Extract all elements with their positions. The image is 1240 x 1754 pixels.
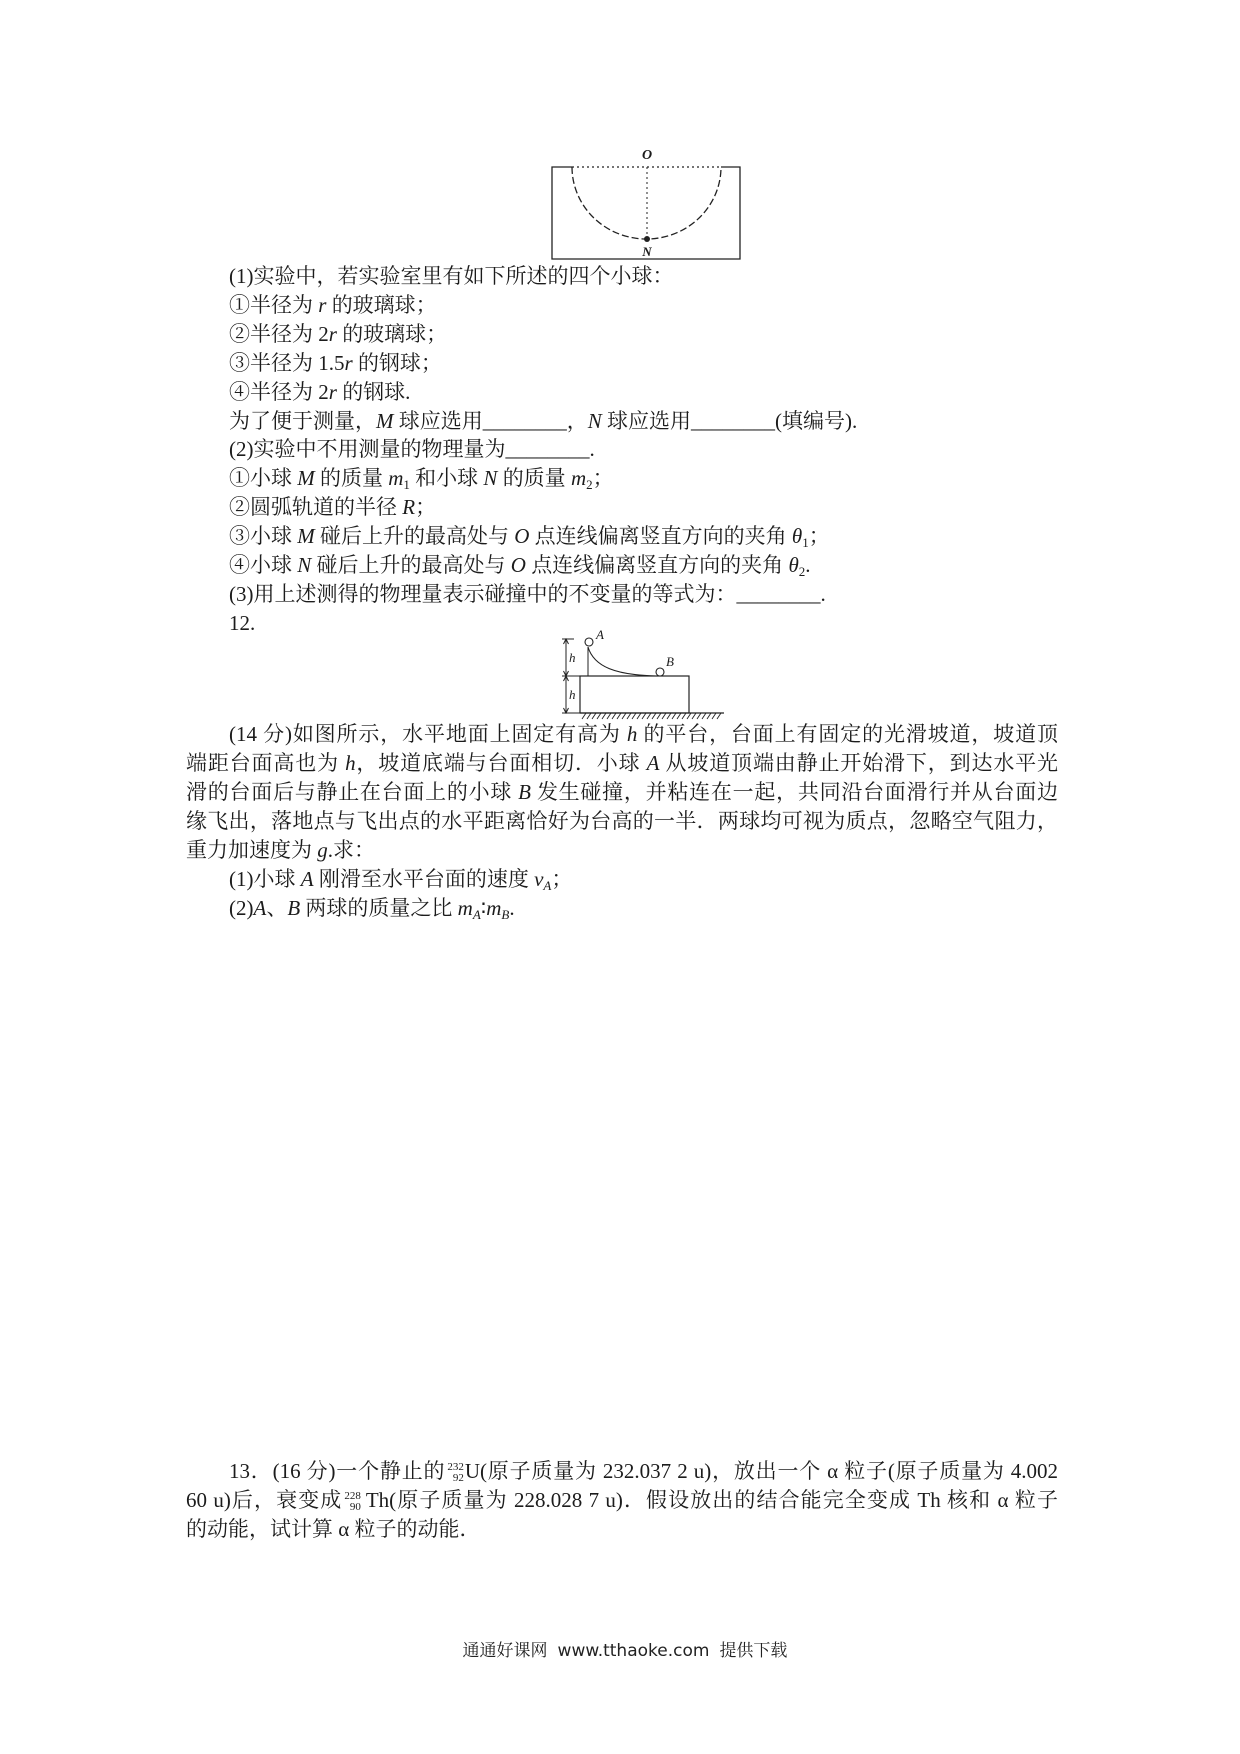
variable: m xyxy=(570,466,587,490)
ball-b xyxy=(656,668,664,676)
text-segment: (1)小球 xyxy=(229,867,301,891)
variable-r: r xyxy=(318,293,327,317)
variable: M xyxy=(297,524,315,548)
arc-track-figure xyxy=(540,145,750,265)
footer-site-name: 通通好课网 xyxy=(462,1641,548,1661)
text-segment: 、 xyxy=(266,896,288,920)
variable: θ xyxy=(788,553,799,577)
text-segment: 球应选用________， xyxy=(393,409,588,433)
subscript: 2 xyxy=(798,564,806,579)
footer-url: www.tthaoke.com xyxy=(557,1641,710,1661)
subscript: A xyxy=(543,878,552,893)
text-segment: 60 u)后，衰变成 xyxy=(186,1488,343,1512)
label-b: B xyxy=(666,654,674,669)
ball-a xyxy=(585,638,593,646)
variable-r: r xyxy=(328,322,337,346)
variable: m xyxy=(486,896,502,920)
text-segment: ③半径为 1.5 xyxy=(229,351,345,375)
text-segment: 为了便于测量， xyxy=(229,409,376,433)
text-segment: 碰后上升的最高处与 xyxy=(314,524,515,548)
variable: B xyxy=(287,896,301,920)
ball-selection-prompt xyxy=(229,407,857,436)
text-segment: ； xyxy=(592,466,614,490)
text-segment: ，坡道底端与台面相切．小球 xyxy=(355,751,647,775)
text-segment: 重力加速度为 xyxy=(186,838,318,862)
option-2 xyxy=(229,320,447,349)
label-h-upper: h xyxy=(569,650,576,665)
nucleon-numbers xyxy=(447,1462,464,1484)
variable: B xyxy=(518,780,531,804)
option-1 xyxy=(229,291,437,320)
quantity-4 xyxy=(229,551,811,580)
part-1-intro: (1)实验中，若实验室里有如下所述的四个小球： xyxy=(229,264,674,288)
text-segment: ； xyxy=(415,495,437,519)
q12-line-3 xyxy=(186,778,1058,807)
mass-number: 228 xyxy=(344,1490,361,1503)
quantity-1 xyxy=(229,464,614,493)
variable: h xyxy=(345,751,356,775)
text-segment: . xyxy=(509,896,515,920)
text-segment: ③小球 xyxy=(229,524,298,548)
label-a: A xyxy=(596,627,604,642)
variable: θ xyxy=(791,524,803,548)
text-segment: 发生碰撞，并粘连在一起，共同沿台面滑行并从台面边 xyxy=(530,780,1059,804)
text-segment: 的钢球； xyxy=(352,351,442,375)
atomic-number: 90 xyxy=(349,1501,361,1514)
variable-r: r xyxy=(344,351,353,375)
nucleon-numbers xyxy=(344,1491,361,1513)
text-segment: 球应选用________(填编号). xyxy=(601,409,858,433)
q13-line-3: 的动能，试计算 α 粒子的动能． xyxy=(186,1517,481,1541)
mass-number: 232 xyxy=(447,1461,464,1474)
q12-sub-question-1 xyxy=(229,865,572,894)
text-segment: ； xyxy=(551,867,573,891)
variable: R xyxy=(402,495,416,519)
variable: A xyxy=(646,751,660,775)
q13-line-1 xyxy=(229,1457,1058,1486)
text-segment: 的玻璃球； xyxy=(326,293,437,317)
variable-n-ball: N xyxy=(587,409,602,433)
variable: A xyxy=(253,896,267,920)
variable: m xyxy=(457,896,473,920)
nuclide-uranium xyxy=(445,1459,480,1483)
text-segment: .求： xyxy=(327,838,375,862)
platform xyxy=(580,676,689,713)
question-number-12: 12. xyxy=(229,611,256,635)
text-segment: ②半径为 2 xyxy=(229,322,329,346)
ramp-curve xyxy=(588,647,656,676)
page-footer xyxy=(440,1638,810,1664)
variable: h xyxy=(626,722,638,746)
variable: v xyxy=(534,867,544,891)
text-segment: (14 分)如图所示，水平地面上固定有高为 xyxy=(229,722,627,746)
text-segment: ④小球 xyxy=(229,553,298,577)
subscript: 1 xyxy=(403,477,410,492)
q12-line-2 xyxy=(186,749,1058,778)
text-segment: ①半径为 xyxy=(229,293,319,317)
text-segment: ④半径为 2 xyxy=(229,380,329,404)
variable-r: r xyxy=(328,380,337,404)
label-o: O xyxy=(641,148,653,163)
text-segment: (2) xyxy=(229,896,254,920)
text-segment: 刚滑至水平台面的速度 xyxy=(313,867,535,891)
text-segment: . xyxy=(805,553,811,577)
text-segment: 端距台面高也为 xyxy=(186,751,346,775)
variable: M xyxy=(297,466,315,490)
text-segment: (原子质量为 232.037 2 u)，放出一个 α 粒子(原子质量为 4.002 xyxy=(480,1459,1058,1483)
q12-line-1 xyxy=(229,720,1058,749)
variable: A xyxy=(300,867,314,891)
variable-m-ball: M xyxy=(376,409,394,433)
element-symbol: Th xyxy=(365,1488,390,1512)
text-segment: 从坡道顶端由静止开始滑下，到达水平光 xyxy=(659,751,1059,775)
text-segment: ∶ xyxy=(480,896,487,920)
subscript: 2 xyxy=(586,477,593,492)
part-3-prompt: (3)用上述测得的物理量表示碰撞中的不变量的等式为：________. xyxy=(229,582,826,606)
nuclide-thorium xyxy=(342,1488,389,1512)
text-segment: 的质量 xyxy=(314,466,389,490)
q12-line-4: 缘飞出，落地点与飞出点的水平距离恰好为台高的一半．两球均可视为质点，忽略空气阻力， xyxy=(186,809,1058,833)
text-segment: ①小球 xyxy=(229,466,298,490)
subscript: 1 xyxy=(802,535,809,550)
text-segment: 滑的台面后与静止在台面上的小球 xyxy=(186,780,519,804)
atomic-number: 92 xyxy=(452,1472,464,1485)
text-segment: 点连线偏离竖直方向的夹角 xyxy=(525,553,789,577)
text-segment: 点连线偏离竖直方向的夹角 xyxy=(529,524,792,548)
q12-sub-question-2 xyxy=(229,894,515,923)
footer-suffix: 提供下载 xyxy=(719,1641,788,1661)
variable: O xyxy=(510,553,526,577)
text-segment: (原子质量为 228.028 7 u)．假设放出的结合能完全变成 Th 核和 α 粒子 xyxy=(389,1488,1058,1512)
variable: m xyxy=(388,466,404,490)
ball-n xyxy=(644,236,650,242)
text-segment: 的钢球. xyxy=(336,380,411,404)
variable: N xyxy=(297,553,312,577)
quantity-3 xyxy=(229,522,830,551)
variable: g xyxy=(317,838,328,862)
part-2-prompt: (2)实验中不用测量的物理量为________. xyxy=(229,437,595,461)
label-h-lower: h xyxy=(569,687,576,702)
quantity-2 xyxy=(229,493,436,522)
text-segment: ； xyxy=(808,524,830,548)
text-segment: 的玻璃球； xyxy=(336,322,448,346)
text-segment: 和小球 xyxy=(409,466,484,490)
label-n: N xyxy=(642,244,652,259)
element-symbol: U xyxy=(464,1459,480,1483)
subscript: A xyxy=(472,907,481,922)
text-segment: 两球的质量之比 xyxy=(300,896,458,920)
text-segment: 碰后上升的最高处与 xyxy=(311,553,511,577)
variable: O xyxy=(514,524,530,548)
ground-hatch xyxy=(582,713,721,719)
option-4 xyxy=(229,378,410,407)
q12-line-5 xyxy=(186,836,375,865)
variable: N xyxy=(483,466,498,490)
text-segment: 13．(16 分)一个静止的 xyxy=(229,1459,446,1483)
text-segment: ②圆弧轨道的半径 xyxy=(229,495,403,519)
subscript: B xyxy=(501,907,510,922)
option-3 xyxy=(229,349,442,378)
q13-line-2 xyxy=(186,1486,1058,1515)
ramp-platform-figure xyxy=(560,625,730,725)
text-segment: 的质量 xyxy=(497,466,571,490)
text-segment: 的平台，台面上有固定的光滑坡道，坡道顶 xyxy=(637,722,1058,746)
